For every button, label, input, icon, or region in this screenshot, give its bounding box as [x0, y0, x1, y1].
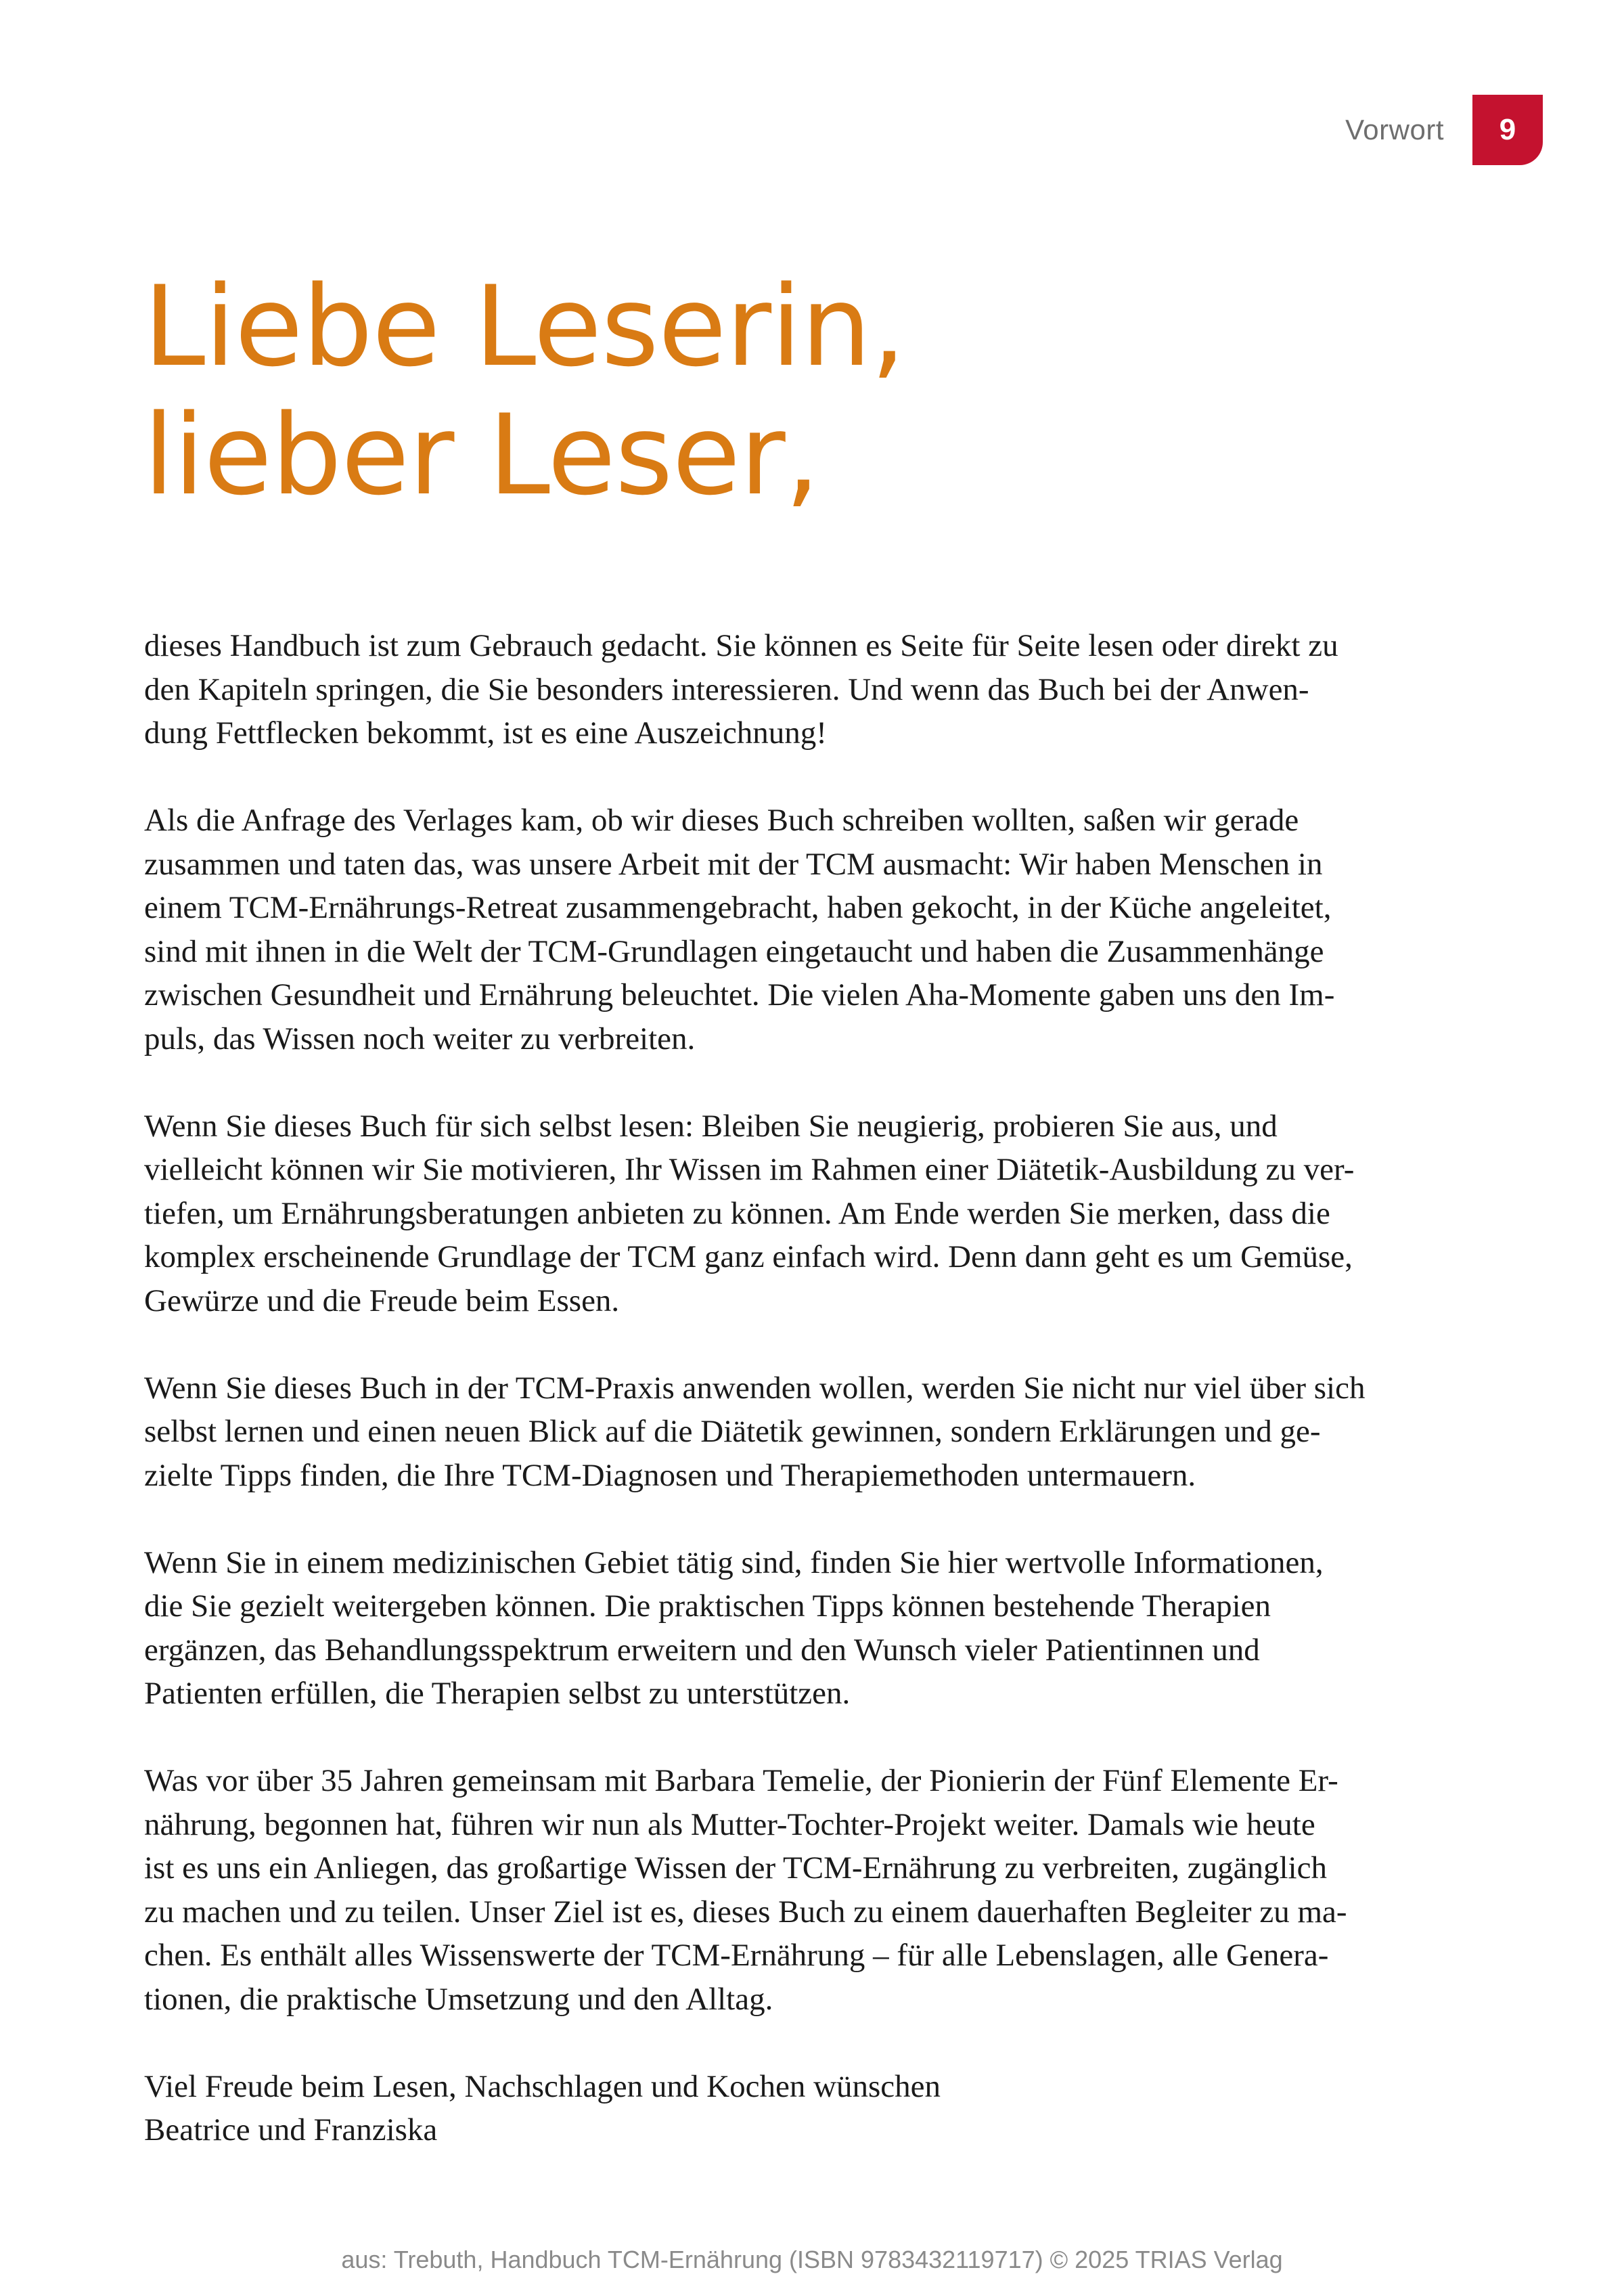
paragraph-6 [144, 1759, 1470, 2021]
closing-signature [144, 2065, 1470, 2152]
text-line: ergänzen, das Behandlungsspektrum erweitern und den Wunsch vieler Patientinnen und [144, 1632, 1260, 1668]
text-line: tionen, die praktische Umsetzung und den Alltag. [144, 1981, 773, 2017]
text-line: ist es uns ein Anliegen, das großartige Wissen der TCM-Ernährung zu verbreiten, zugänglich [144, 1850, 1327, 1886]
text-line: zusammen und taten das, was unsere Arbeit mit der TCM ausmacht: Wir haben Menschen in [144, 846, 1323, 882]
title-line-1: Liebe Leserin, [143, 262, 905, 391]
running-head [1345, 95, 1543, 165]
text-line: Patienten erfüllen, die Therapien selbst zu unterstützen. [144, 1676, 851, 1711]
text-line: sind mit ihnen in die Welt der TCM-Grundlagen eingetaucht und haben die Zusammenhänge [144, 933, 1324, 969]
paragraph-5 [144, 1541, 1470, 1716]
text-line: nährung, begonnen hat, führen wir nun als Mutter-Tochter-Projekt weiter. Damals wie heute [144, 1806, 1315, 1842]
text-line: selbst lernen und einen neuen Blick auf die Diätetik gewinnen, sondern Erklärungen und ge- [144, 1414, 1321, 1449]
text-line: tiefen, um Ernährungsberatungen anbieten zu können. Am Ende werden Sie merken, dass die [144, 1195, 1330, 1231]
text-line: zu machen und zu teilen. Unser Ziel ist es, dieses Buch zu einem dauerhaften Begleiter zu ma- [144, 1894, 1347, 1930]
text-line: Gewürze und die Freude beim Essen. [144, 1283, 620, 1318]
section-label: Vorwort [1345, 114, 1444, 146]
closing-line: Viel Freude beim Lesen, Nachschlagen und Kochen wünschen [144, 2068, 941, 2104]
copyright-footer: aus: Trebuth, Handbuch TCM-Ernährung (ISBN 9783432119717) © 2025 TRIAS Verlag [341, 2246, 1283, 2273]
page-title [143, 263, 1429, 520]
text-line: dung Fettflecken bekommt, ist es eine Auszeichnung! [144, 715, 827, 751]
signature-line: Beatrice und Franziska [144, 2112, 438, 2147]
text-line: Wenn Sie in einem medizinischen Gebiet tätig sind, finden Sie hier wertvolle Informationen, [144, 1544, 1324, 1580]
text-line: dieses Handbuch ist zum Gebrauch gedacht. Sie können es Seite für Seite lesen oder direkt zu [144, 628, 1338, 663]
text-line: Wenn Sie dieses Buch in der TCM-Praxis anwenden wollen, werden Sie nicht nur viel über sich [144, 1370, 1366, 1406]
paragraph-4 [144, 1366, 1470, 1498]
text-line: Wenn Sie dieses Buch für sich selbst lesen: Bleiben Sie neugierig, probieren Sie aus, und [144, 1108, 1278, 1144]
text-line: vielleicht können wir Sie motivieren, Ihr Wissen im Rahmen einer Diätetik-Ausbildung zu ver- [144, 1152, 1355, 1187]
text-line: Als die Anfrage des Verlages kam, ob wir dieses Buch schreiben wollten, saßen wir gerade [144, 803, 1299, 838]
page-number: 9 [1499, 113, 1516, 146]
text-line: zwischen Gesundheit und Ernährung beleuchtet. Die vielen Aha-Momente gaben uns den Im- [144, 977, 1335, 1012]
text-line: Was vor über 35 Jahren gemeinsam mit Barbara Temelie, der Pionierin der Fünf Elemente Er- [144, 1763, 1338, 1798]
text-line: puls, das Wissen noch weiter zu verbreiten. [144, 1021, 696, 1056]
body-text [144, 624, 1470, 2196]
paragraph-3 [144, 1105, 1470, 1323]
text-line: chen. Es enthält alles Wissenswerte der TCM-Ernährung – für alle Lebenslagen, alle Genera- [144, 1938, 1329, 1973]
page-number-tab [1472, 95, 1543, 165]
paragraph-2 [144, 799, 1470, 1061]
text-line: einem TCM-Ernährungs-Retreat zusammengebracht, haben gekocht, in der Küche angeleitet, [144, 890, 1332, 925]
paragraph-1 [144, 624, 1470, 755]
title-line-2: lieber Leser, [143, 391, 819, 520]
text-line: komplex erscheinende Grundlage der TCM ganz einfach wird. Denn dann geht es um Gemüse, [144, 1239, 1353, 1274]
text-line: den Kapiteln springen, die Sie besonders interessieren. Und wenn das Buch bei der Anwen- [144, 671, 1309, 707]
text-line: zielte Tipps finden, die Ihre TCM-Diagnosen und Therapiemethoden untermauern. [144, 1457, 1196, 1493]
text-line: die Sie gezielt weitergeben können. Die praktischen Tipps können bestehende Therapien [144, 1588, 1271, 1624]
